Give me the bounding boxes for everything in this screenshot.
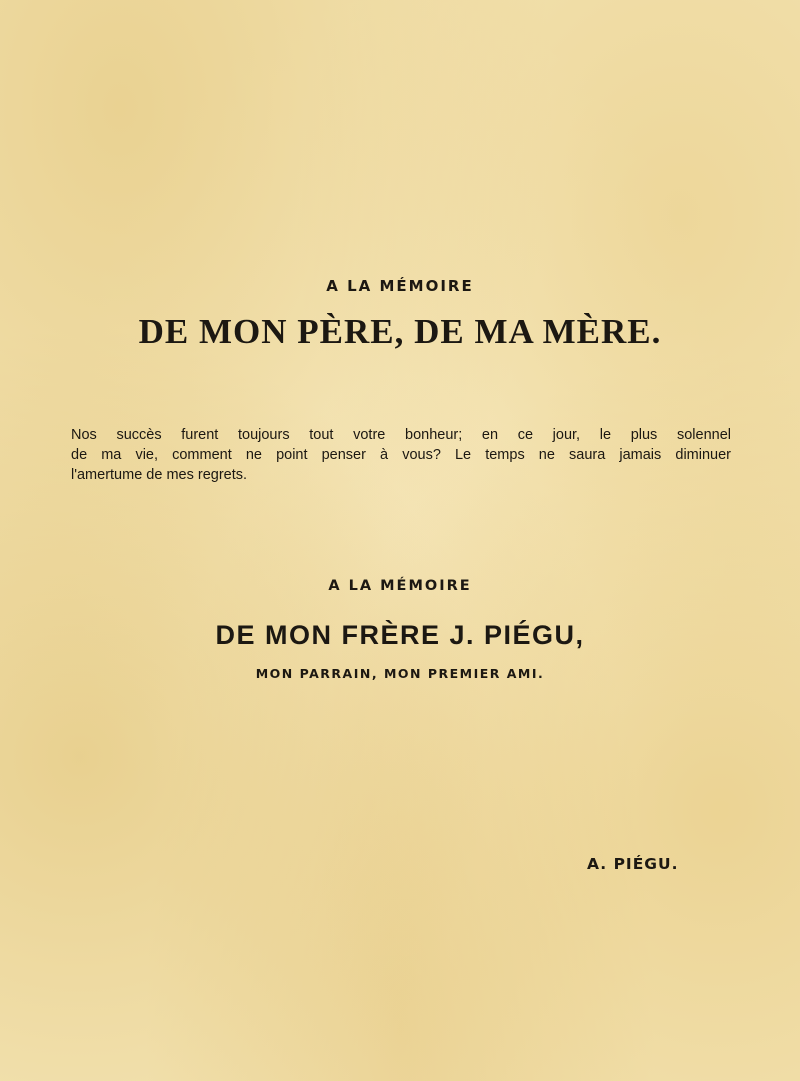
second-dedication-heading-small: A LA MÉMOIRE xyxy=(328,578,472,594)
paragraph-line: l'amertume de mes regrets. xyxy=(71,467,248,483)
first-dedication-heading-small: A LA MÉMOIRE xyxy=(326,277,474,295)
paragraph-line: Nos succès furent toujours tout votre bonheur; en ce jour, le plus solennel xyxy=(71,427,731,443)
second-dedication-subline: MON PARRAIN, MON PREMIER AMI. xyxy=(255,666,545,681)
first-dedication-heading-large: DE MON PÈRE, DE MA MÈRE. xyxy=(138,312,662,351)
signature: A. PIÉGU. xyxy=(587,855,679,873)
dedication-paragraph xyxy=(71,425,731,485)
second-dedication-heading-large: DE MON FRÈRE J. PIÉGU, xyxy=(215,620,585,650)
paragraph-line: de ma vie, comment ne point penser à vous? Le temps ne saura jamais diminuer xyxy=(71,447,731,463)
